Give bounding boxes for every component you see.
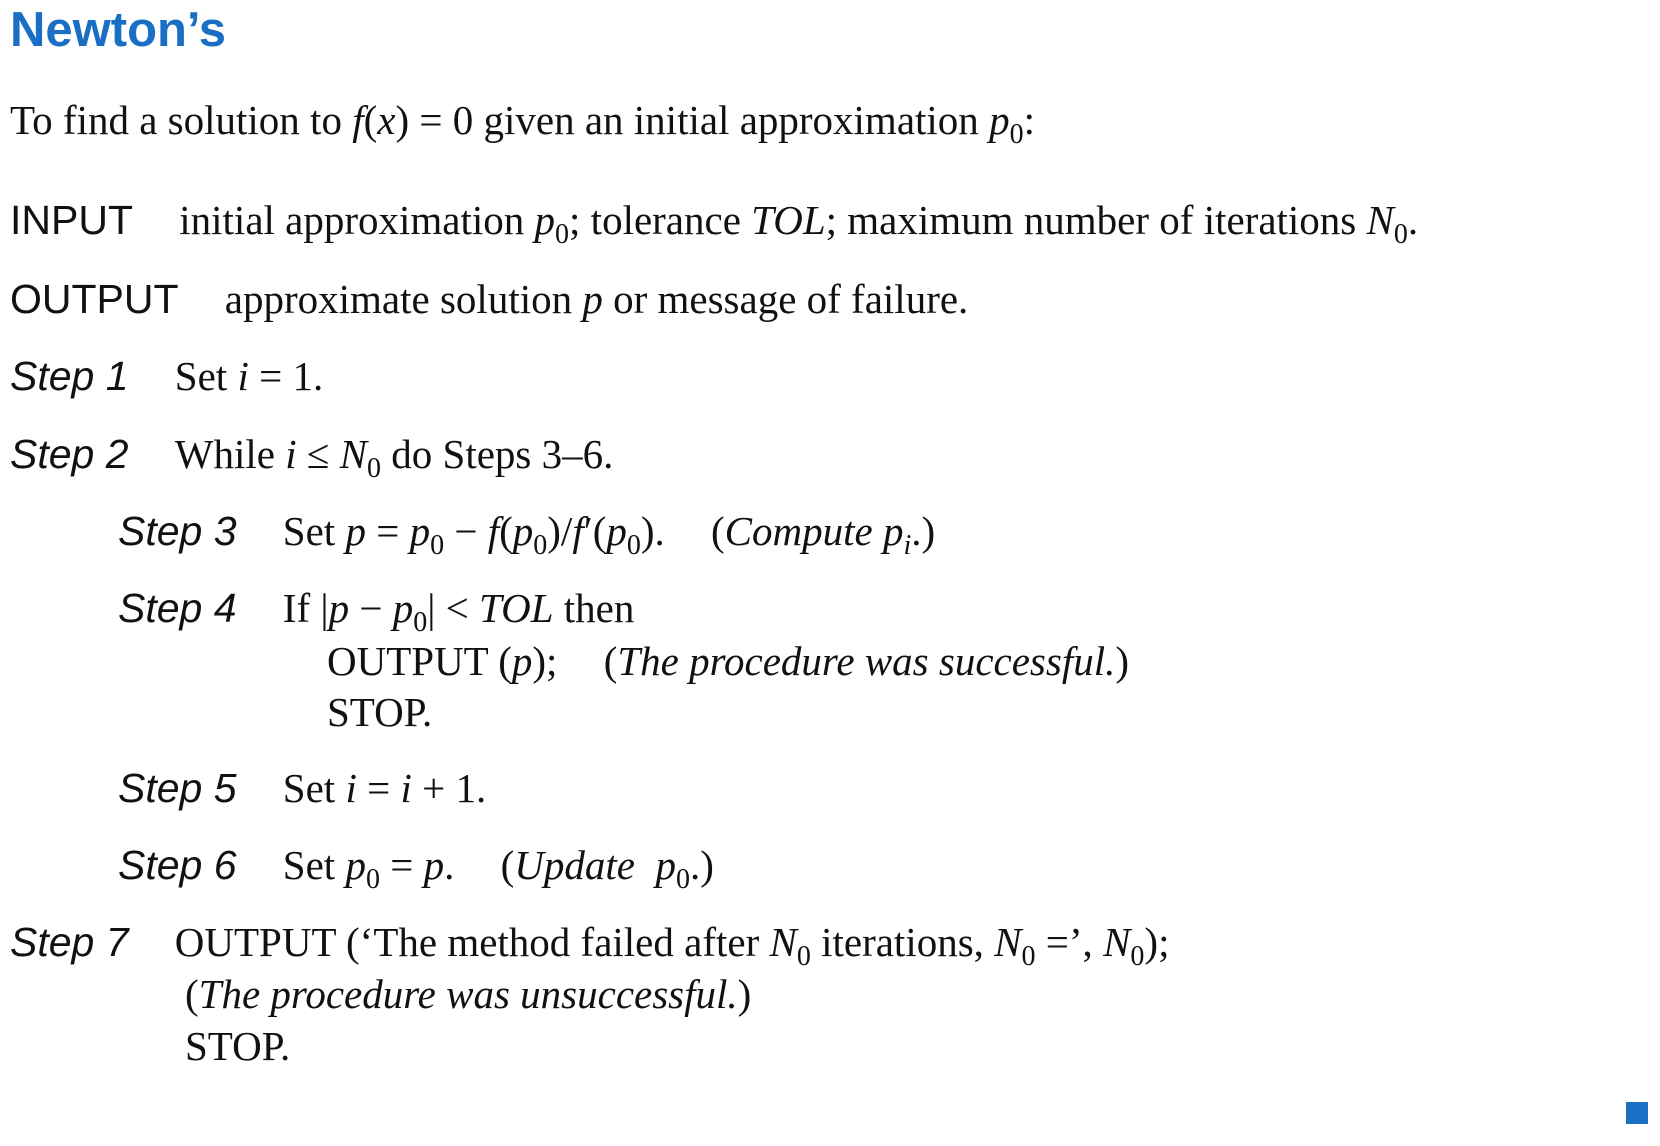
step-2: Step 2 While $i \le N_0$ do Steps 3–6.	[10, 431, 614, 484]
step-4-output: OUTPUT (p); (The procedure was successful.)	[327, 638, 1130, 684]
step-2-label: Step 2	[10, 431, 129, 477]
step-4: Step 4 If $|p - p_0|$ < TOL then	[118, 585, 635, 638]
output-line: OUTPUT approximate solution p or message of failure.	[10, 276, 969, 322]
step-7-comment: (The procedure was unsuccessful.)	[185, 971, 752, 1017]
step-5-label: Step 5	[118, 765, 237, 811]
step-7-label: Step 7	[10, 919, 129, 965]
step-1-label: Step 1	[10, 353, 129, 399]
input-label: INPUT	[10, 197, 133, 243]
step-3: Step 3 Set $p = p_0 - f(p_0)/f'(p_0)$. (Compute $p_i$.)	[118, 508, 936, 561]
algorithm-title: Newton’s	[10, 3, 226, 57]
step-6: Step 6 Set $p_0 = p$. (Update $p_0$.)	[118, 842, 714, 895]
step-4-label: Step 4	[118, 585, 237, 631]
output-label: OUTPUT	[10, 276, 179, 322]
intro-line: To find a solution to f(x) = 0 given an initial approximation $p_0$:	[10, 97, 1035, 150]
step-4-stop: STOP.	[327, 689, 433, 735]
step-7-stop: STOP.	[185, 1023, 291, 1069]
step-1: Step 1 Set i = 1.	[10, 353, 324, 399]
step-6-label: Step 6	[118, 842, 237, 888]
step-7: Step 7 OUTPUT (‘The method failed after $N_0$ iterations, $N_0$ =’, $N_0$);	[10, 919, 1170, 972]
input-line: INPUT initial approximation $p_0$; tolerance TOL; maximum number of iterations $N_0$.	[10, 197, 1419, 250]
step-5: Step 5 Set i = i + 1.	[118, 765, 487, 811]
end-of-algorithm-square	[1626, 1102, 1648, 1124]
step-3-label: Step 3	[118, 508, 237, 554]
